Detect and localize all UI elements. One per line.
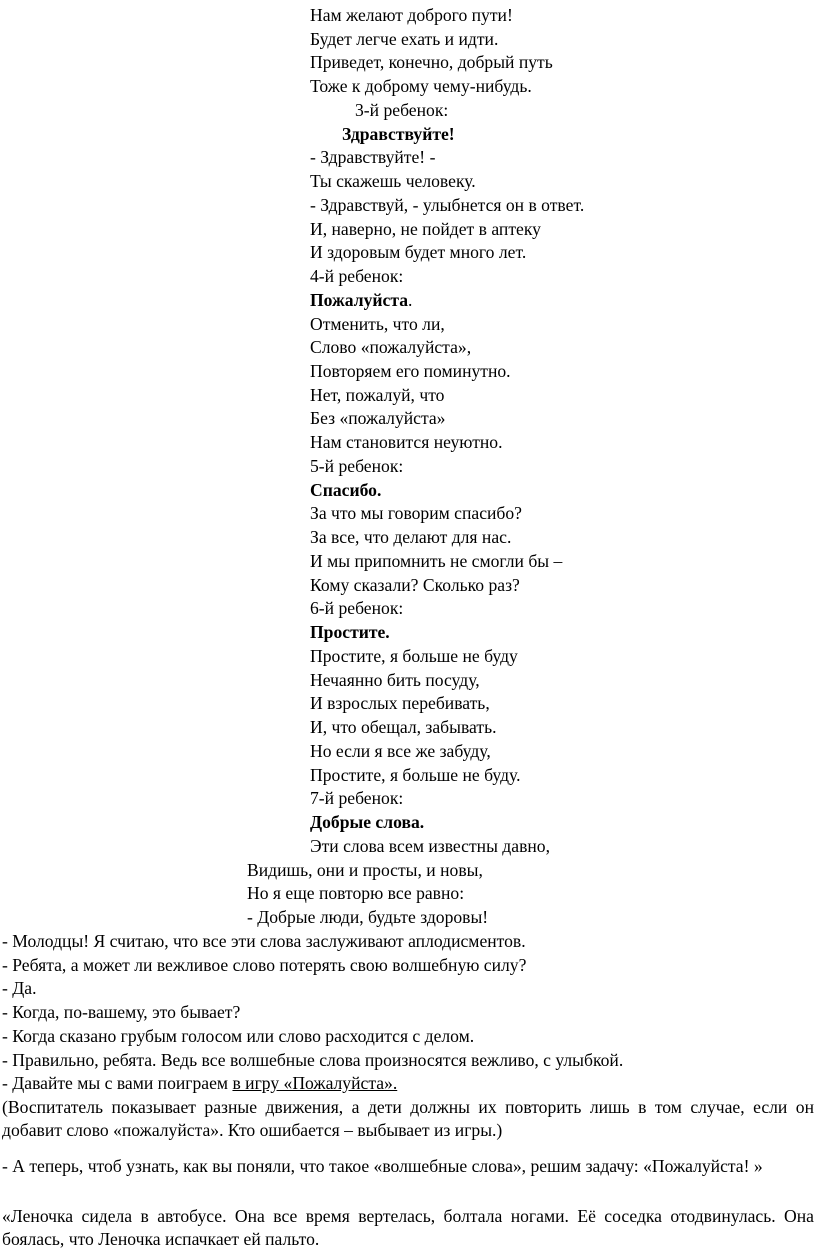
poem-line: За все, что делают для нас. (310, 527, 512, 547)
game-line (2, 1072, 397, 1095)
poem-line: Нам становится неуютно. (310, 432, 503, 452)
poem-heading-suffix: . (408, 290, 413, 310)
speaker-label: 4-й ребенок: (310, 266, 404, 286)
poem-line: Видишь, они и просты, и новы, (247, 860, 483, 880)
poem-line: - Добрые люди, будьте здоровы! (247, 907, 489, 927)
poem-line: За что мы говорим спасибо? (310, 503, 522, 523)
poem-line: Отменить, что ли, (310, 314, 445, 334)
poem-heading: Спасибо. (310, 480, 382, 500)
game-rules-paragraph: (Воспитатель показывает разные движения, а дети должны их повторить лишь в том случае, если он добавит слово «пожалуйста». Кто ошибается – выбывает из игры.) (2, 1097, 814, 1141)
speaker-label: 6-й ребенок: (310, 598, 404, 618)
poem-heading: Простите. (310, 622, 390, 642)
poem-line: Приведет, конечно, добрый путь (310, 52, 553, 72)
speaker-label: 7-й ребенок: (310, 788, 404, 808)
poem-line: И, что обещал, забывать. (310, 717, 497, 737)
poem-line: - Здравствуйте! - (310, 147, 436, 167)
dialogue-line: - Молодцы! Я считаю, что все эти слова заслуживают аплодисментов. (2, 931, 526, 951)
poem-line: Слово «пожалуйста», (310, 337, 472, 357)
poem-line: Эти слова всем известны давно, (310, 836, 550, 856)
poem-line: Нам желают доброго пути! (310, 5, 513, 25)
poem-line: Тоже к доброму чему-нибудь. (310, 76, 532, 96)
game-line-prefix: - Давайте мы с вами поиграем (2, 1073, 233, 1093)
poem-heading-word: Пожалуйста (310, 290, 409, 310)
poem-line: Нечаянно бить посуду, (310, 670, 480, 690)
poem-line: И здоровым будет много лет. (310, 242, 527, 262)
poem-heading: Здравствуйте! (342, 124, 455, 144)
poem-line: Повторяем его поминутно. (310, 361, 511, 381)
poem-line: Но если я все же забуду, (310, 741, 491, 761)
poem-line: - Здравствуй, - улыбнется он в ответ. (310, 195, 585, 215)
dialogue-line: - Ребята, а может ли вежливое слово потерять свою волшебную силу? (2, 955, 527, 975)
task-intro-paragraph: - А теперь, чтоб узнать, как вы поняли, что такое «волшебные слова», решим задачу: «Пожалуйста! » (2, 1156, 763, 1176)
speaker-label: 3-й ребенок: (355, 100, 449, 120)
poem-line: И взрослых перебивать, (310, 693, 490, 713)
dialogue-line: - Когда, по-вашему, это бывает? (2, 1002, 241, 1022)
poem-line: Простите, я больше не буду (310, 646, 518, 666)
poem-line: Ты скажешь человеку. (310, 171, 476, 191)
poem-line: Кому сказали? Сколько раз? (310, 575, 520, 595)
game-link[interactable]: в игру «Пожалуйста». (232, 1073, 398, 1093)
poem-line: И мы припомнить не смогли бы – (310, 551, 563, 571)
poem-line: Простите, я больше не буду. (310, 765, 521, 785)
speaker-label: 5-й ребенок: (310, 456, 404, 476)
poem-line: Будет легче ехать и идти. (310, 29, 499, 49)
poem-heading (310, 289, 412, 312)
poem-heading: Добрые слова. (310, 812, 425, 832)
poem-line: Без «пожалуйста» (310, 408, 446, 428)
dialogue-line: - Да. (2, 978, 37, 998)
poem-line: И, наверно, не пойдет в аптеку (310, 219, 541, 239)
poem-line: Но я еще повторю все равно: (247, 883, 465, 903)
dialogue-line: - Когда сказано грубым голосом или слово расходится с делом. (2, 1026, 475, 1046)
story-paragraph: «Леночка сидела в автобусе. Она все время вертелась, болтала ногами. Её соседка отодвинулась. Она боялась, что Леночка испачкает ей пальто. (2, 1206, 814, 1250)
dialogue-line: - Правильно, ребята. Ведь все волшебные слова произносятся вежливо, с улыбкой. (2, 1050, 624, 1070)
poem-line: Нет, пожалуй, что (310, 385, 445, 405)
